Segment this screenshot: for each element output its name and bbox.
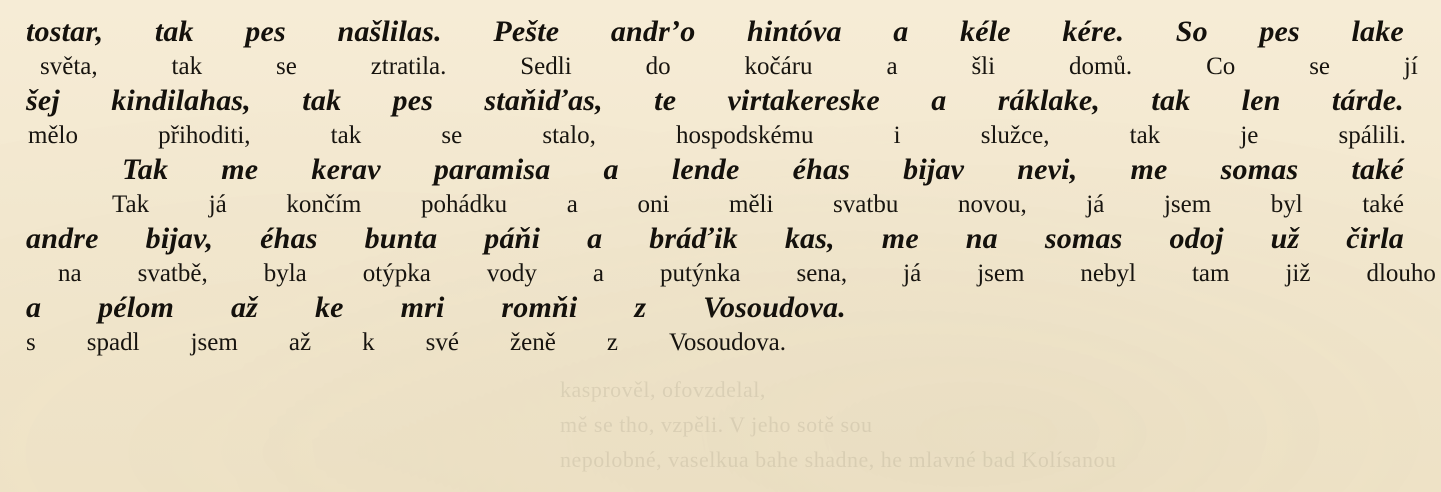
czech-line	[26, 121, 1415, 151]
word: hintóva	[746, 15, 842, 48]
word: kočáru	[744, 52, 813, 80]
word: bijav,	[145, 222, 214, 256]
verse-couplet	[26, 152, 1415, 219]
word: své	[425, 328, 459, 356]
word: šej	[26, 84, 60, 118]
word: z	[634, 291, 647, 325]
word: je	[1240, 121, 1259, 149]
word: andre	[26, 222, 99, 256]
word: pes	[245, 15, 286, 48]
word: domů.	[1068, 52, 1133, 80]
word: putýnka	[659, 259, 741, 287]
word: i	[893, 121, 901, 149]
word: a	[886, 52, 898, 80]
word: a	[26, 291, 42, 325]
word: už	[1270, 222, 1300, 256]
word: bijav	[903, 153, 965, 187]
word: me	[1130, 153, 1168, 187]
word: byl	[1270, 190, 1303, 218]
word: a	[566, 190, 578, 218]
word: spadl	[86, 328, 140, 356]
romani-line	[26, 152, 1415, 189]
word: So	[1175, 15, 1208, 48]
word: bunta	[364, 222, 438, 256]
word: služce,	[980, 121, 1050, 149]
word: jsem	[977, 259, 1025, 287]
word: nebyl	[1080, 259, 1136, 287]
word: éhas	[792, 153, 851, 187]
word: spálili.	[1338, 121, 1406, 149]
word: pes	[392, 84, 434, 118]
word: lake	[1351, 15, 1404, 48]
word: tak	[1151, 84, 1191, 118]
word: již	[1285, 259, 1311, 287]
word: pes	[1259, 15, 1300, 48]
word: světa,	[40, 52, 98, 80]
word: lende	[671, 153, 740, 187]
verse-couplet	[26, 221, 1436, 288]
word: z	[606, 328, 618, 356]
word: jí	[1403, 52, 1418, 80]
word: me	[221, 153, 259, 187]
word: našlilas.	[337, 15, 442, 48]
word: s	[26, 328, 36, 356]
word: Tak	[112, 190, 150, 218]
word: ráklake,	[997, 84, 1101, 118]
word: virtakereske	[727, 84, 880, 118]
word: já	[1086, 190, 1105, 218]
word: me	[881, 222, 919, 256]
word: somas	[1044, 222, 1123, 256]
word: končím	[286, 190, 362, 218]
word: andrʼo	[610, 15, 696, 48]
word: nevi,	[1017, 153, 1078, 187]
czech-line	[26, 52, 1418, 82]
czech-line	[26, 190, 1415, 220]
word: na	[965, 222, 998, 256]
romani-line	[26, 290, 1415, 327]
word: až	[288, 328, 312, 356]
word: Tak	[122, 153, 169, 187]
word: kére.	[1062, 15, 1125, 48]
verse-couplet	[26, 14, 1418, 81]
word: byla	[263, 259, 307, 287]
word: také	[1351, 153, 1404, 187]
word: pohádku	[421, 190, 508, 218]
word: a	[893, 15, 909, 48]
verse-couplet	[26, 83, 1415, 150]
word: dlouho	[1366, 259, 1436, 287]
word: svatbě,	[137, 259, 208, 287]
czech-line	[26, 328, 1415, 358]
word: čirla	[1346, 222, 1404, 256]
word: Vosoudova.	[669, 328, 786, 356]
word: na	[58, 259, 82, 287]
word: vody	[486, 259, 537, 287]
word: se	[441, 121, 463, 149]
word: otýpka	[362, 259, 431, 287]
word: mri	[400, 291, 445, 325]
word: a	[931, 84, 947, 118]
word: já	[208, 190, 227, 218]
word: hospodskému	[675, 121, 814, 149]
word: tak	[330, 121, 362, 149]
word: tak	[302, 84, 342, 118]
romani-line	[26, 221, 1415, 258]
word: také	[1362, 190, 1404, 218]
word: jsem	[190, 328, 238, 356]
word: éhas	[260, 222, 318, 256]
word: tak	[171, 52, 203, 80]
word: k	[362, 328, 375, 356]
word: se	[1309, 52, 1331, 80]
word: páňi	[484, 222, 541, 256]
verse-couplet	[26, 290, 1415, 357]
word: až	[230, 291, 259, 325]
word: kas,	[784, 222, 835, 256]
word: a	[587, 222, 603, 256]
word: se	[275, 52, 297, 80]
word: bráďik	[649, 222, 738, 256]
czech-line	[26, 259, 1436, 289]
word: do	[645, 52, 671, 80]
word: svatbu	[833, 190, 899, 218]
word: a	[603, 153, 619, 187]
word: sena,	[796, 259, 848, 287]
word: novou,	[957, 190, 1027, 218]
word: pélom	[98, 291, 175, 325]
word: kindilahas,	[111, 84, 251, 118]
word: mělo	[28, 121, 78, 149]
word: jsem	[1163, 190, 1212, 218]
word: kéle	[960, 15, 1011, 48]
word: Pešte	[493, 15, 560, 48]
word: stalo,	[542, 121, 596, 149]
word: Sedli	[520, 52, 572, 80]
word: kerav	[311, 153, 381, 187]
word: tak	[1129, 121, 1161, 149]
word: měli	[729, 190, 774, 218]
word: já	[903, 259, 922, 287]
romani-line	[26, 14, 1415, 51]
word: a	[592, 259, 604, 287]
word: staňiďas,	[484, 84, 603, 118]
word: Vosoudova.	[703, 291, 846, 325]
word: ztratila.	[370, 52, 447, 80]
word: odoj	[1169, 222, 1224, 256]
word: ke	[314, 291, 344, 325]
word: somas	[1220, 153, 1299, 187]
word: romňi	[501, 291, 578, 325]
word: tam	[1191, 259, 1230, 287]
word: tárde.	[1331, 84, 1404, 118]
word: přihoditi,	[158, 121, 251, 149]
word: len	[1241, 84, 1281, 118]
word: ženě	[510, 328, 556, 356]
word: oni	[637, 190, 670, 218]
romani-line	[26, 83, 1415, 120]
word: paramisa	[433, 153, 551, 187]
word: šli	[971, 52, 996, 80]
word: tostar,	[26, 15, 104, 48]
word: te	[654, 84, 677, 118]
word: Co	[1206, 52, 1236, 80]
word: tak	[154, 15, 194, 48]
